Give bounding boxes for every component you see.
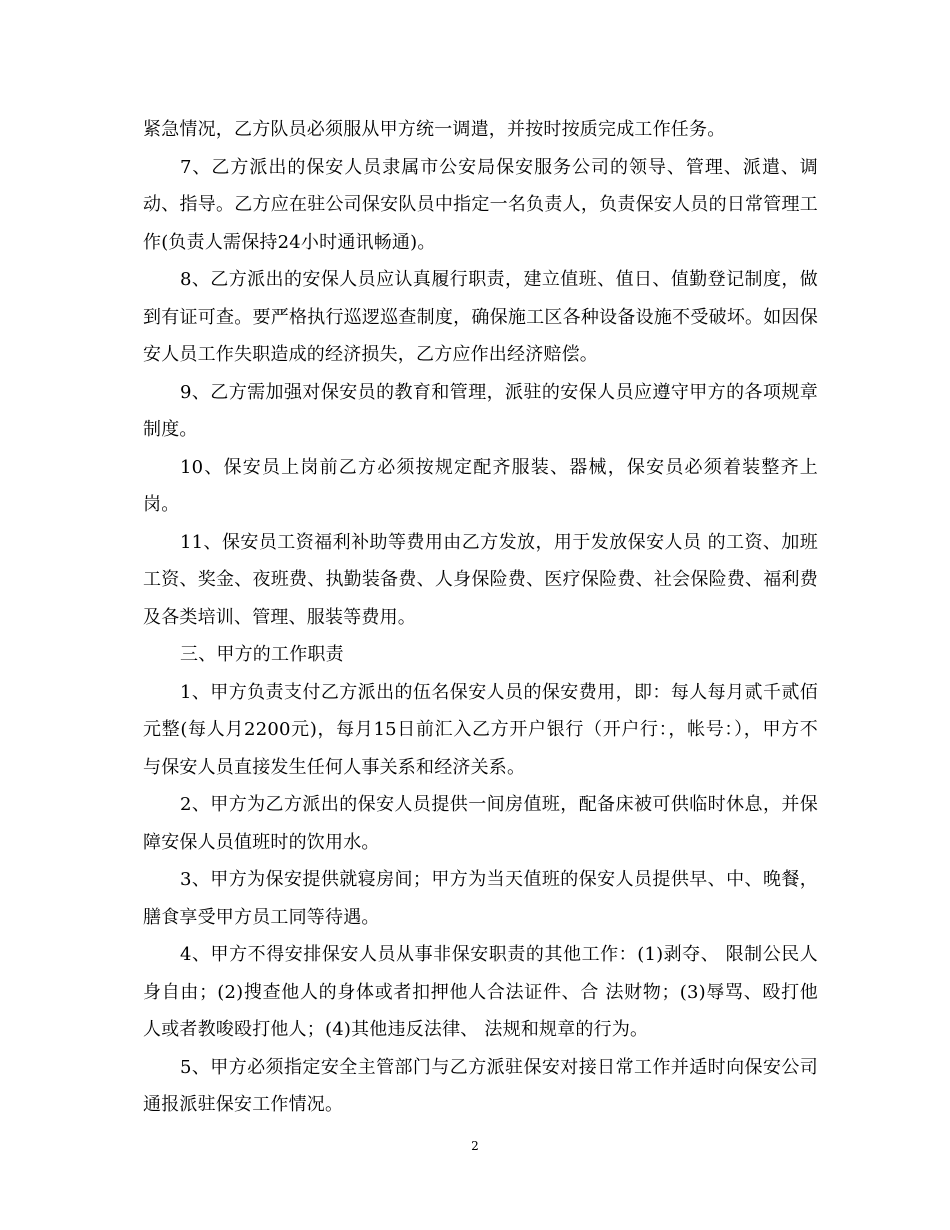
paragraph-duty-3: 3、甲方为保安提供就寝房间；甲方为当天值班的保安人员提供早、中、晚餐，膳食享受甲方员工同等待遇。 xyxy=(143,869,818,928)
paragraph-item-7: 7、乙方派出的保安人员隶属市公安局保安服务公司的领导、管理、派遣、调动、指导。乙方应在驻公司保安队员中指定一名负责人，负责保安人员的日常管理工作(负责人需保持24小时通讯畅通)。 xyxy=(143,156,818,253)
section-heading: 三、甲方的工作职责 xyxy=(180,644,344,665)
document-body xyxy=(143,111,818,1124)
paragraph-item-10: 10、保安员上岗前乙方必须按规定配齐服装、器械，保安员必须着装整齐上岗。 xyxy=(143,456,818,515)
paragraph-duty-5: 5、甲方必须指定安全主管部门与乙方派驻保安对接日常工作并适时向保安公司通报派驻保安工作情况。 xyxy=(143,1056,818,1115)
paragraph-item-11: 11、保安员工资福利补助等费用由乙方发放，用于发放保安人员 的工资、加班工资、奖金、夜班费、执勤装备费、人身保险费、医疗保险费、社会保险费、福利费及各类培训、管理、服装等费用。 xyxy=(143,531,818,628)
paragraph-duty-1: 1、甲方负责支付乙方派出的伍名保安人员的保安费用，即：每人每月贰千贰佰元整(每人月2200元)，每月15日前汇入乙方开户银行（开户行：，帐号：），甲方不与保安人员直接发生任何人事关系和经济关系。 xyxy=(143,681,818,778)
page-number: 2 xyxy=(471,1139,479,1153)
paragraph-duty-4: 4、甲方不得安排保安人员从事非保安职责的其他工作：(1)剥夺、 限制公民人身自由；(2)搜查他人的身体或者扣押他人合法证件、合 法财物；(3)辱骂、殴打他人或者教唆殴打他人；(4)其他违反法律、 法规和规章的行为。 xyxy=(143,944,818,1040)
paragraph-item-8: 8、乙方派出的安保人员应认真履行职责，建立值班、值日、值勤登记制度，做到有证可查。要严格执行巡逻巡查制度，确保施工区各种设备设施不受破坏。如因保安人员工作失职造成的经济损失，乙方应作出经济赔偿。 xyxy=(143,269,818,365)
paragraph-duty-2: 2、甲方为乙方派出的保安人员提供一间房值班，配备床被可供临时休息，并保障安保人员值班时的饮用水。 xyxy=(143,794,818,853)
paragraph-item-9: 9、乙方需加强对保安员的教育和管理，派驻的安保人员应遵守甲方的各项规章制度。 xyxy=(143,381,818,440)
paragraph-continuation: 紧急情况，乙方队员必须服从甲方统一调遣，并按时按质完成工作任务。 xyxy=(143,119,726,140)
